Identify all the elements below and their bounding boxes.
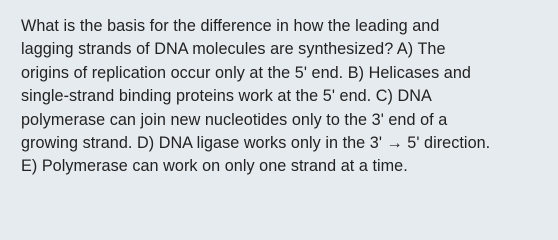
question-line: single-strand binding proteins work at the 5' end. C) DNA	[21, 87, 432, 106]
question-line: lagging strands of DNA molecules are synthesized? A) The	[21, 40, 446, 59]
question-line: polymerase can join new nucleotides only to the 3' end of a	[21, 110, 448, 129]
question-line: growing strand. D) DNA ligase works only in the 3' → 5' direction.	[21, 134, 491, 153]
question-line: origins of replication occur only at the 5' end. B) Helicases and	[21, 63, 471, 82]
question-line: What is the basis for the difference in how the leading and	[21, 17, 440, 35]
question-text	[21, 15, 544, 179]
question-line: E) Polymerase can work on only one strand at a time.	[21, 157, 408, 176]
